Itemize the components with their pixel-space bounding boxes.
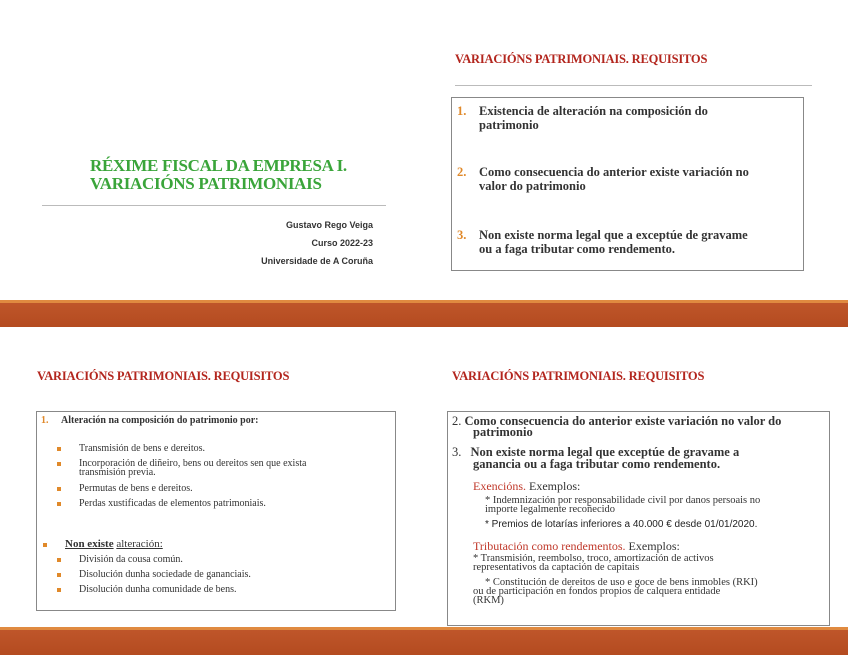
bullet-icon (57, 487, 61, 491)
slide4-ex1-cont: importe legalmente recoñecido (485, 504, 616, 515)
slide4-title: VARIACIÓNS PATRIMONIAIS. REQUISITOS (452, 369, 705, 383)
slide3-bullet-1: Transmisión de bens e dereitos. (79, 443, 206, 454)
slide4-tributacion-heading: Tributación como rendementos. Exemplos: (473, 539, 680, 553)
slide4-point-3-cont: ganancia ou a faga tributar como rendemento. (473, 457, 721, 471)
slide1-divider (42, 205, 386, 206)
slide3-sub-bullet-1: División da cousa común. (79, 554, 183, 565)
slide3-content-box (36, 411, 396, 611)
slide2-content-box: 1. Existencia de alteración na composición do patrimonio 2. Como consecuencia do anterior existe variación no valor do patrimonio 3. Non existe norma legal que a exceptúe de gravame ou a faga tributar como rendemento. (451, 97, 804, 271)
slide3-non-existe: Non existe alteración: (65, 538, 163, 550)
bullet-icon (57, 588, 61, 592)
slide2-title: VARIACIÓNS PATRIMONIAIS. REQUISITOS (455, 52, 708, 66)
bullet-icon (57, 462, 61, 466)
slide4-point-2-cont: patrimonio (473, 425, 533, 439)
slide3-sub-bullet-3: Disolución dunha comunidade de bens. (79, 584, 237, 595)
slide3-title: VARIACIÓNS PATRIMONIAIS. REQUISITOS (37, 369, 290, 383)
bullet-icon (57, 573, 61, 577)
bottom-slides-row (0, 327, 848, 627)
slide4-tr1-cont: representativos da captación de capitais (473, 562, 640, 573)
slide4-tr1: * Transmisión, reembolso, troco, amortización de activos (473, 553, 714, 564)
slide1-title-line2: VARIACIÓNS PATRIMONIAIS (90, 174, 322, 193)
slide3-bullet-4: Perdas xustificadas de elementos patrimoniais. (79, 498, 266, 509)
slide4-exencions-heading: Exencións. Exemplos: (473, 479, 581, 493)
slide4-tr2: * Constitución de dereitos de uso e goce de bens inmobles (RKI) (485, 577, 758, 588)
slide3-bullet-3: Permutas de bens e dereitos. (79, 483, 193, 494)
slide1-university: Universidade de A Coruña (261, 256, 373, 266)
slide1-author: Gustavo Rego Veiga (285, 220, 373, 230)
top-slides-row (0, 0, 848, 300)
slide3-heading: 1. Alteración na composición do patrimonio por: (41, 415, 259, 426)
slide1-course: Curso 2022-23 (311, 238, 373, 248)
slide3-sub-bullet-2: Disolución dunha sociedade de gananciais. (79, 569, 251, 580)
slide2-divider (455, 85, 812, 86)
bottom-accent-bar (0, 627, 848, 655)
slide4-point-3: 3. Non existe norma legal que exceptúe de gravame a (452, 445, 740, 459)
slide4-tr2-cont: ou de participación en fondos propios de calquera entidade (473, 586, 721, 597)
slide4-point-2: 2. Como consecuencia do anterior existe variación no valor do (452, 414, 782, 428)
slide4-ex2: * Premios de lotarías inferiores a 40.000 € desde 01/01/2020. (485, 519, 758, 530)
bullet-icon (57, 502, 61, 506)
bullet-icon (57, 558, 61, 562)
slide3-bullet-2: Incorporación de diñeiro, bens ou dereitos sen que exista (79, 458, 307, 469)
slide-separator-bar (0, 300, 848, 327)
slide4-content-box (447, 411, 830, 626)
slide4-ex1: * Indemnización por responsabilidade civil por danos persoais no (485, 495, 761, 506)
bullet-icon (57, 447, 61, 451)
slide4-tr2-cont2: (RKM) (473, 595, 504, 606)
slide3-bullet-2-cont: transmisión previa. (79, 467, 156, 478)
bullet-icon (43, 543, 47, 547)
slide1-title-line1: RÉXIME FISCAL DA EMPRESA I. (90, 156, 347, 175)
